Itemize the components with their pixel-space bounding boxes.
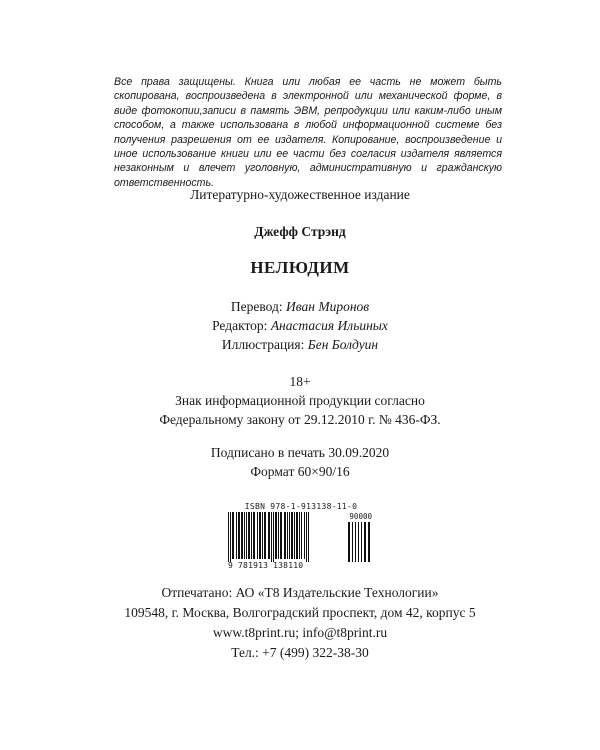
- barcode-bar: [236, 512, 237, 559]
- barcode-bar: [304, 512, 305, 559]
- barcode-guard-bar: [271, 512, 272, 562]
- barcode-bar: [280, 512, 282, 559]
- barcode-bar: [238, 512, 240, 559]
- barcode-bar: [284, 512, 286, 559]
- barcode-bar: [253, 512, 255, 559]
- barcode-bar: [232, 512, 234, 559]
- paper-format: Формат 60×90/16: [250, 464, 350, 479]
- author-name: Джефф Стрэнд: [254, 224, 346, 239]
- barcode-guard-bar: [230, 512, 231, 562]
- credit-translation: [0, 297, 600, 316]
- barcode-bar: [244, 512, 245, 559]
- age-rating-block: [0, 372, 600, 429]
- signing-block: [0, 443, 600, 481]
- age-rating-line1: Знак информационной продукции согласно: [175, 393, 425, 408]
- barcode-addon-bar: [355, 522, 356, 562]
- printer-phone: Тел.: +7 (499) 322-38-30: [231, 645, 369, 660]
- barcode-bar: [241, 512, 243, 559]
- barcode-bar: [257, 512, 258, 559]
- credit-translation-name: Иван Миронов: [285, 299, 370, 314]
- credits-block: [0, 297, 600, 354]
- barcode-bar: [299, 512, 300, 559]
- isbn-text: ISBN 978-1-913138-11-0: [244, 502, 358, 511]
- barcode-guard-bar: [306, 512, 307, 562]
- genre-line: Литературно-художественное издание: [190, 187, 410, 202]
- barcode-guard-bar: [228, 512, 229, 562]
- credit-translation-label: Перевод:: [230, 299, 283, 314]
- printer-name: Отпечатано: АО «Т8 Издательские Технологии»: [161, 585, 439, 600]
- barcode-addon-bar: [358, 522, 359, 562]
- barcode-bar: [294, 512, 295, 559]
- signed-date: Подписано в печать 30.09.2020: [210, 445, 390, 460]
- barcode-bar: [301, 512, 302, 559]
- barcode-addon-digits: 90000: [349, 512, 372, 521]
- age-rating-value: 18+: [289, 374, 311, 389]
- book-title: НЕЛЮДИМ: [250, 258, 350, 277]
- credit-editor: [0, 316, 600, 335]
- isbn-barcode: [226, 502, 376, 572]
- barcode-bar: [246, 512, 247, 559]
- barcode-bar: [291, 512, 293, 559]
- barcode-guard-bar: [308, 512, 309, 562]
- barcode-bar: [259, 512, 261, 559]
- barcode-bar: [262, 512, 263, 559]
- barcode-bar: [278, 512, 279, 559]
- barcode-bar: [275, 512, 277, 559]
- credit-illustration-label: Иллюстрация:: [221, 337, 305, 352]
- printer-block: [0, 583, 600, 663]
- barcode-bar: [287, 512, 288, 559]
- barcode-bar: [251, 512, 252, 559]
- barcode-bar: [264, 512, 266, 559]
- barcode-bar: [289, 512, 290, 559]
- barcode-addon-bar: [368, 522, 370, 562]
- barcode-guard-bar: [273, 512, 274, 562]
- printer-address: 109548, г. Москва, Волгоградский проспект, дом 42, корпус 5: [124, 605, 476, 620]
- barcode-bar: [296, 512, 298, 559]
- credit-editor-label: Редактор:: [212, 318, 268, 333]
- printer-web: www.t8print.ru; info@t8print.ru: [212, 625, 388, 640]
- barcode-bar: [248, 512, 250, 559]
- credit-illustration: [0, 335, 600, 354]
- copyright-notice: Все права защищены. Книга или любая ее часть не может быть скопирована, воспроизведена в электронной или механической форме, в виде фотокопии,записи в память ЭВМ, репродукции или каким-либо иным способом, а также использована в любой информационной системе без получения разрешения от ее издателя. Копирование, воспроизведение и иное использование книги или ее части без согласия издателя является незаконным и влечет уголовную, административную и гражданскую ответственность.: [114, 76, 502, 189]
- barcode-addon-bar: [352, 522, 353, 562]
- barcode-addon-bar: [364, 522, 366, 562]
- barcode-addon-bar: [361, 522, 362, 562]
- barcode-digits: 9 781913 138110: [228, 561, 304, 570]
- age-rating-line2: Федеральному закону от 29.12.2010 г. № 436-ФЗ.: [159, 412, 441, 427]
- credit-illustration-name: Бен Болдуин: [307, 337, 379, 352]
- credit-editor-name: Анастасия Ильиных: [270, 318, 388, 333]
- barcode-bar: [268, 512, 270, 559]
- barcode-addon-bar: [348, 522, 350, 562]
